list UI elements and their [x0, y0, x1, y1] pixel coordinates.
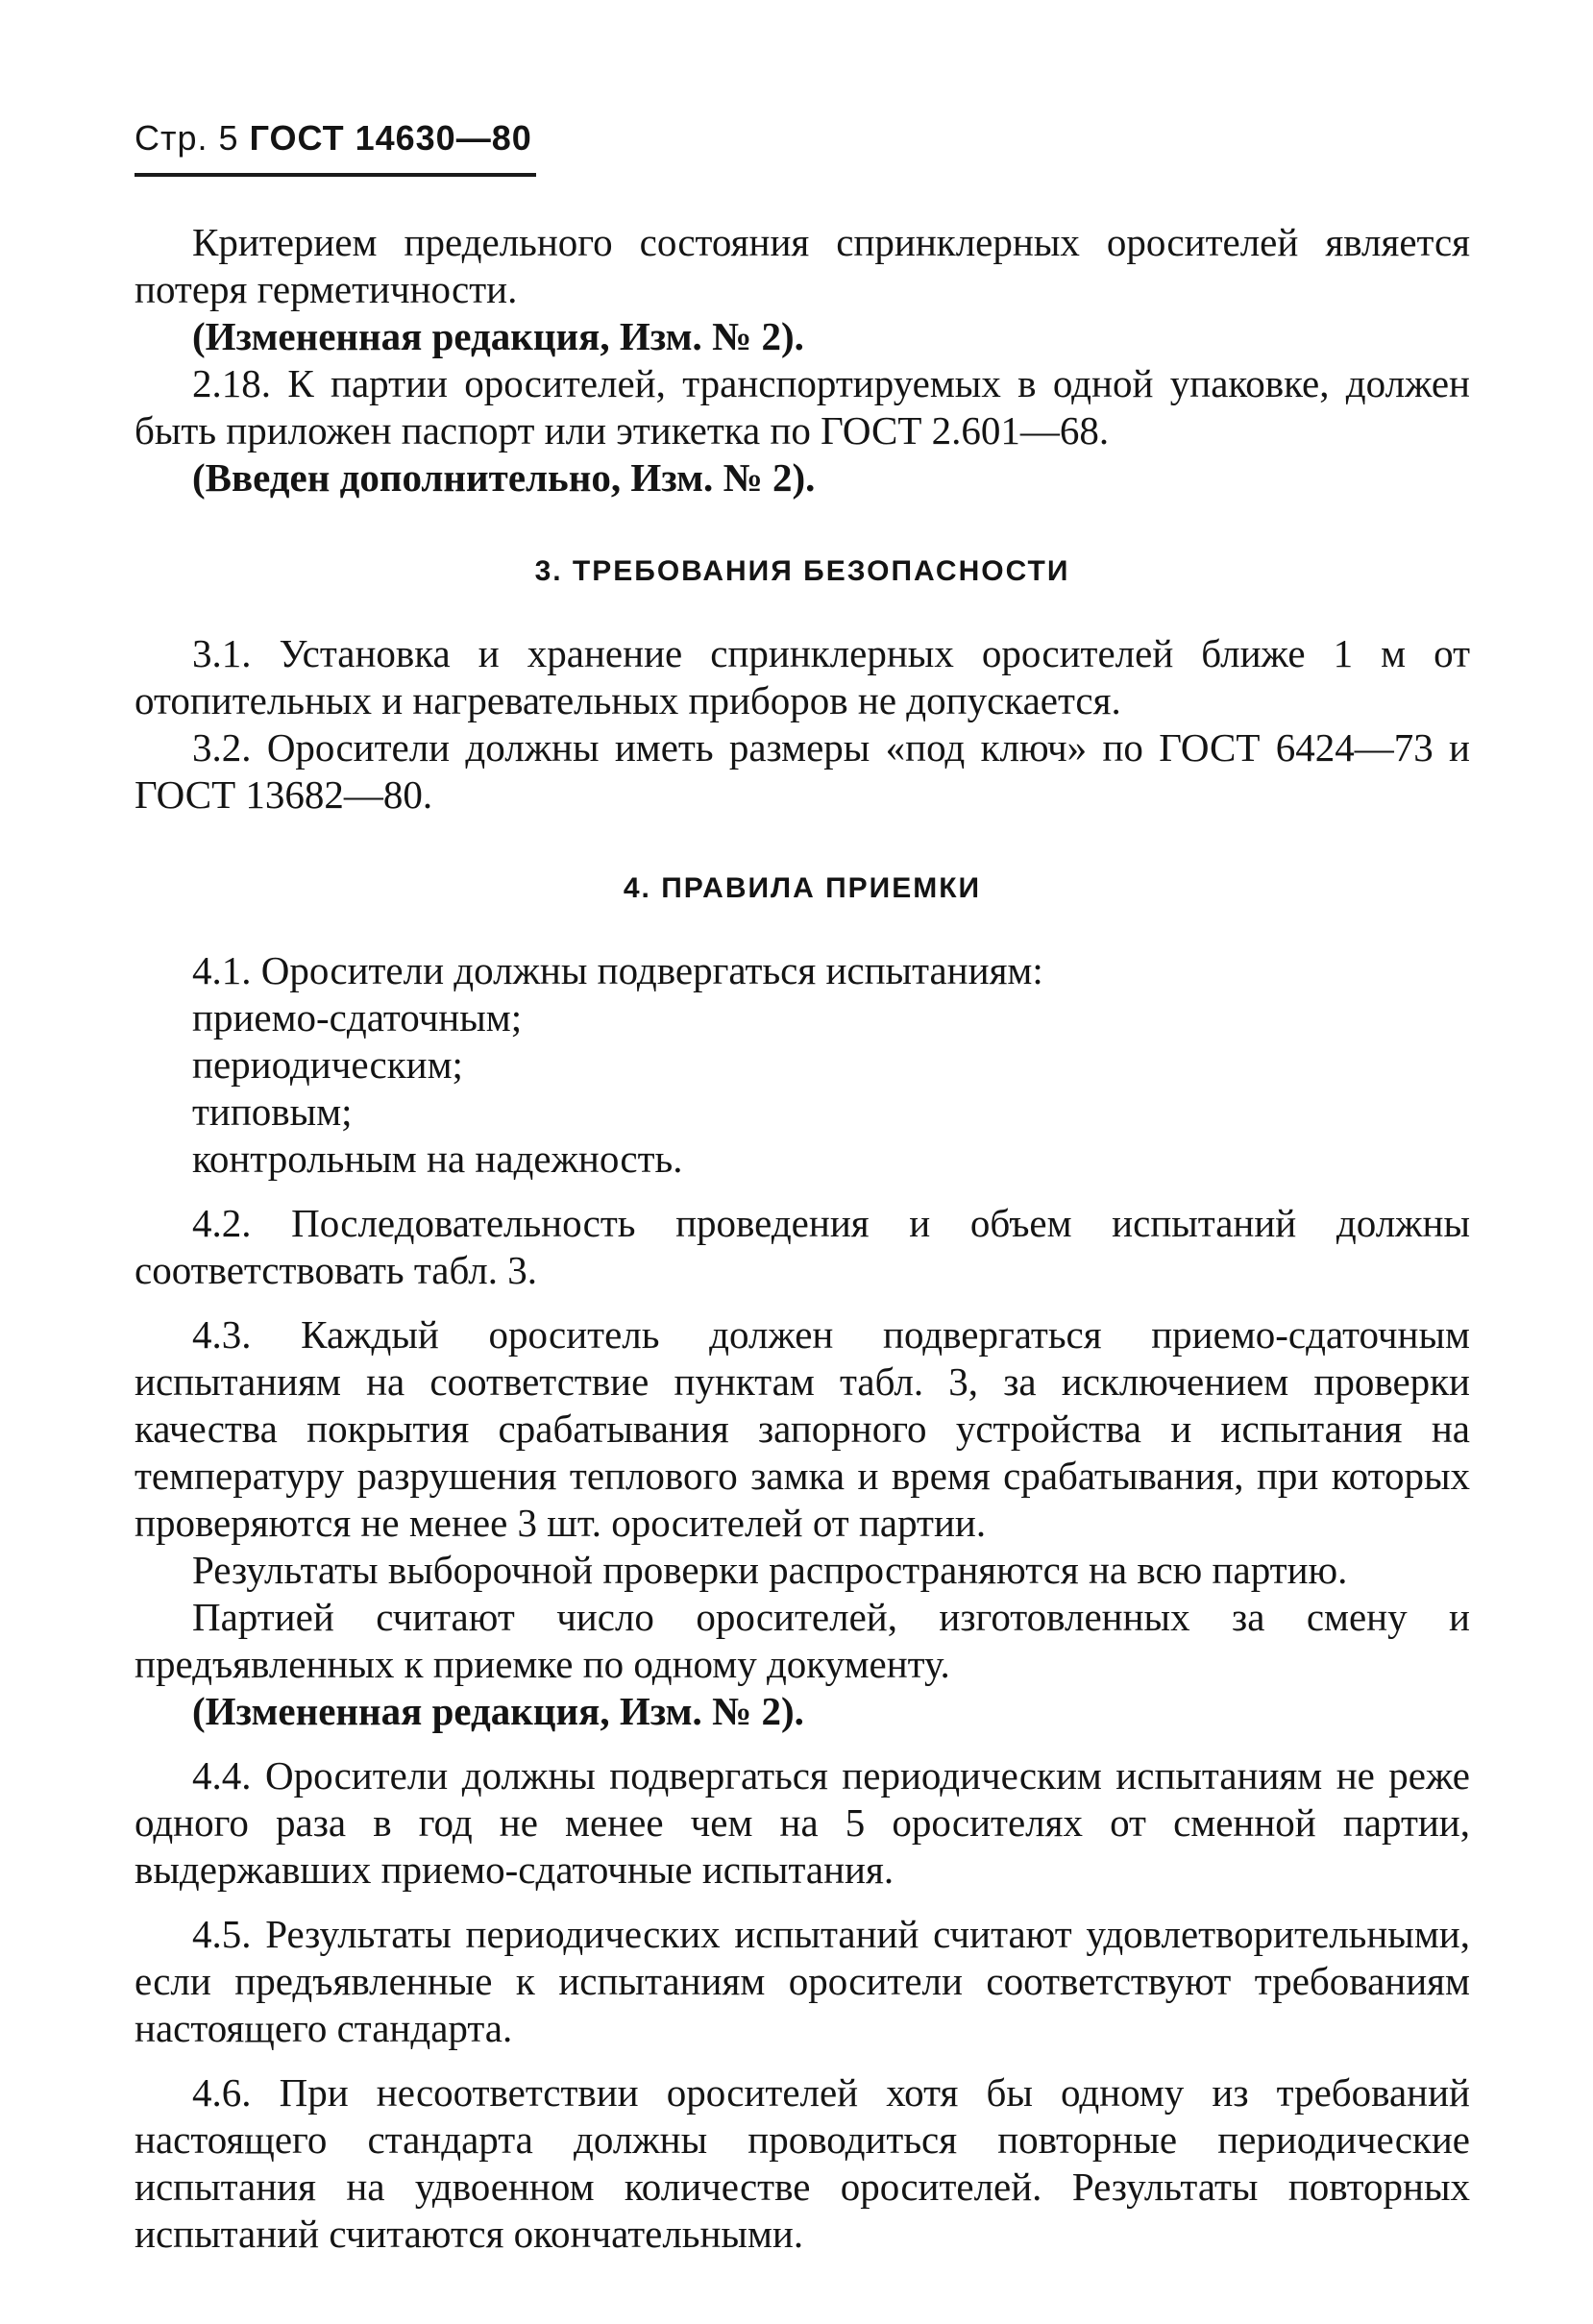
paragraph-4-5: 4.5. Результаты периодических испытаний считают удовлетворительными, если предъявленные к испытаниям оросители соответствуют требованиям настоящего стандарта.	[135, 1912, 1470, 2050]
test-type-item: типовым;	[192, 1089, 353, 1134]
paragraph-4-3-results: Результаты выборочной проверки распространяются на всю партию.	[192, 1548, 1348, 1592]
paragraph-3-1: 3.1. Установка и хранение спринклерных оросителей ближе 1 м от отопительных и нагревательных приборов не допускается.	[135, 631, 1470, 722]
paragraph-2-18: 2.18. К партии оросителей, транспортируемых в одной упаковке, должен быть приложен паспорт или этикетка по ГОСТ 2.601—68.	[135, 361, 1470, 453]
test-type-item: контрольным на надежность.	[192, 1137, 683, 1181]
paragraph-4-6: 4.6. При несоответствии оросителей хотя бы одному из требований настоящего стандарта должны проводиться повторные периодические испытания на удвоенном количестве оросителей. Результаты повторных испытаний считаются окончательными.	[135, 2070, 1470, 2256]
paragraph-4-2: 4.2. Последовательность проведения и объем испытаний должны соответствовать табл. 3.	[135, 1201, 1470, 1292]
paragraph-3-2: 3.2. Оросители должны иметь размеры «под ключ» по ГОСТ 6424—73 и ГОСТ 13682—80.	[135, 725, 1470, 817]
paragraph-4-4: 4.4. Оросители должны подвергаться периодическим испытаниям не реже одного раза в год не менее чем на 5 оросителях от сменной партии, выдержавших приемо-сдаточные испытания.	[135, 1753, 1470, 1892]
paragraph-4-1: 4.1. Оросители должны подвергаться испытаниям:	[192, 948, 1043, 992]
paragraph-criterion: Критерием предельного состояния спринклерных оросителей является потеря герметичности.	[135, 220, 1470, 311]
amendment-note: (Измененная редакция, Изм. № 2).	[192, 1689, 804, 1733]
amendment-note: (Введен дополнительно, Изм. № 2).	[192, 455, 816, 500]
page-number: Стр. 5	[135, 118, 239, 158]
section-4-title: 4. ПРАВИЛА ПРИЕМКИ	[623, 872, 982, 904]
paragraph-4-3: 4.3. Каждый ороситель должен подвергаться приемо-сдаточным испытаниям на соответствие пунктам табл. 3, за исключением проверки качества покрытия срабатывания запорного устройства и испытания на температуру разрушения теплового замка и время срабатывания, при которых проверяются не менее 3 шт. оросителей от партии.	[135, 1312, 1470, 1545]
test-type-item: приемо-сдаточным;	[192, 995, 523, 1040]
document-page	[135, 106, 1470, 2258]
test-type-item: периодическим;	[192, 1042, 463, 1087]
section-3-title: 3. ТРЕБОВАНИЯ БЕЗОПАСНОСТИ	[534, 555, 1070, 587]
header-rule	[135, 173, 536, 177]
paragraph-4-3-batch: Партией считают число оросителей, изготовленных за смену и предъявленных к приемке по одному документу.	[135, 1595, 1470, 1686]
standard-number: ГОСТ 14630—80	[249, 118, 532, 158]
amendment-note: (Измененная редакция, Изм. № 2).	[192, 314, 804, 358]
running-header	[135, 117, 1470, 159]
